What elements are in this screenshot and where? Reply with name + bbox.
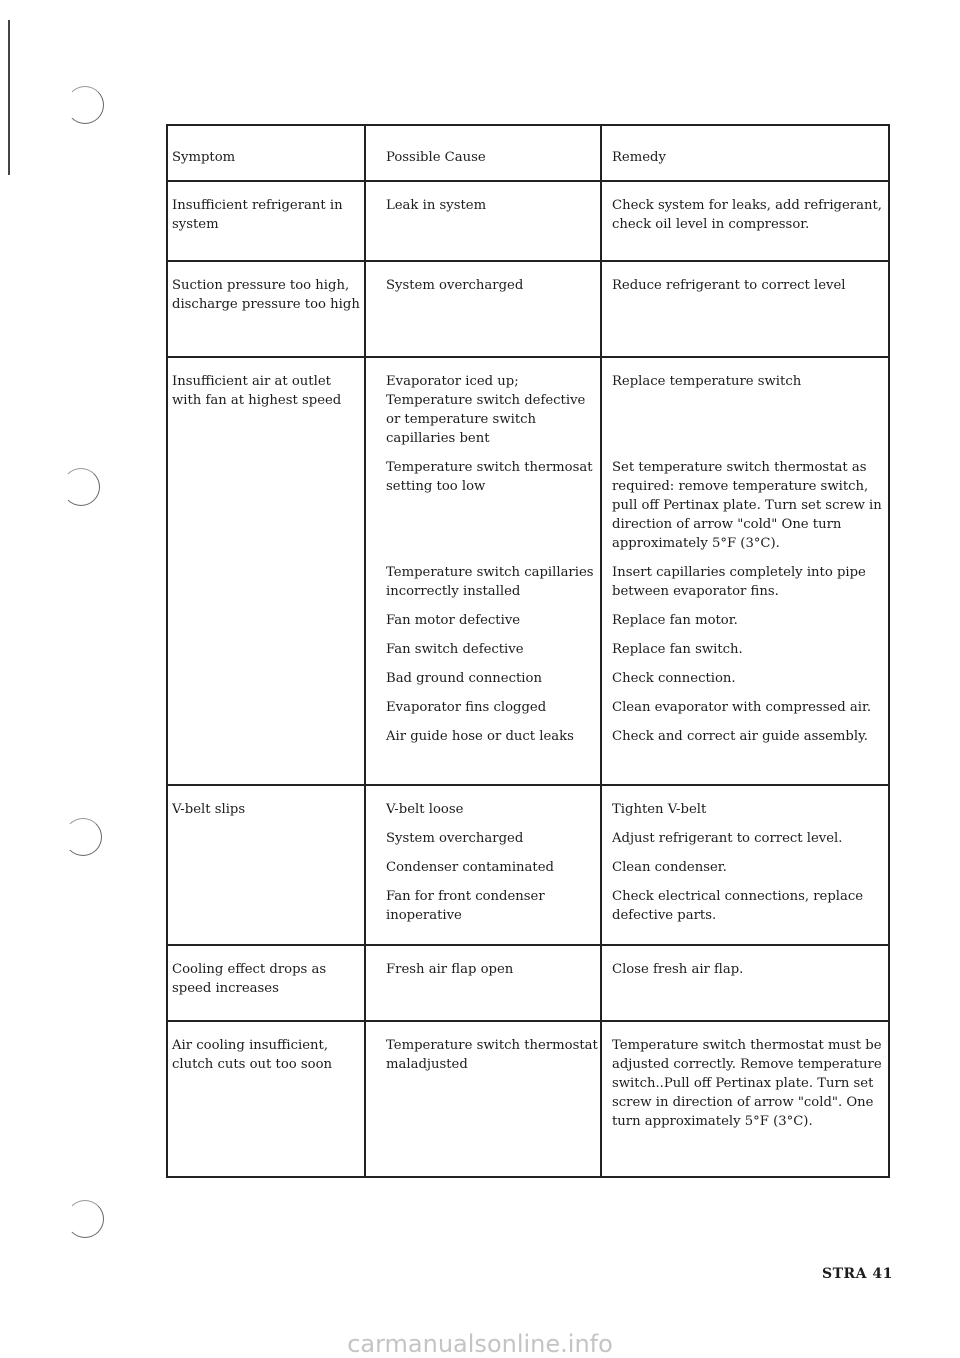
- remedy-entry: Clean condenser.: [612, 860, 727, 875]
- cause-entry: Temperature switch thermostat maladjusted: [386, 1038, 598, 1072]
- cause-cell: [366, 182, 600, 234]
- remedy-cell: [602, 182, 888, 234]
- remedy-entry: Check system for leaks, add refrigerant, check oil level in compressor.: [612, 198, 882, 232]
- cause-entry: System overcharged: [386, 278, 524, 293]
- table-row: [167, 785, 889, 945]
- cause-entry: Evaporator iced up; Temperature switch defective or temperature switch capillaries bent: [386, 374, 586, 446]
- symptom-cell: Cooling effect drops as speed increases: [172, 962, 327, 996]
- cause-cell: [366, 262, 600, 295]
- symptom-cell: V-belt slips: [172, 802, 246, 817]
- cause-entry: Temperature switch thermosat setting too low: [386, 460, 593, 494]
- cause-entry: Fan motor defective: [386, 613, 521, 628]
- cause-entry: Fresh air flap open: [386, 962, 514, 977]
- margin-line: [8, 20, 10, 175]
- table-header-row: [167, 125, 889, 181]
- remedy-entry: Insert capillaries completely into pipe between evaporator fins.: [612, 565, 866, 599]
- troubleshooting-table: [166, 124, 890, 1178]
- remedy-entry: Close fresh air flap.: [612, 962, 744, 977]
- cause-entry: Fan switch defective: [386, 642, 524, 657]
- cause-entry: System overcharged: [386, 831, 524, 846]
- header-possible-cause: Possible Cause: [386, 150, 486, 165]
- remedy-entry: Replace fan motor.: [612, 613, 738, 628]
- cause-entry: Evaporator fins clogged: [386, 700, 547, 715]
- cause-cell: [366, 1022, 600, 1131]
- cause-cell: [366, 358, 600, 746]
- cause-entry: Bad ground connection: [386, 671, 542, 686]
- punch-hole: [62, 468, 100, 506]
- remedy-cell: [602, 786, 888, 925]
- symptom-cell: Suction pressure too high, discharge pressure too high: [172, 278, 360, 312]
- cause-entry: Leak in system: [386, 198, 487, 213]
- cause-entry: Air guide hose or duct leaks: [386, 729, 574, 744]
- cause-entry: V-belt loose: [386, 802, 464, 817]
- remedy-cell: [602, 946, 888, 979]
- header-symptom: Symptom: [172, 150, 236, 165]
- remedy-entry: Replace temperature switch: [612, 374, 802, 389]
- cause-entry: Condenser contaminated: [386, 860, 554, 875]
- watermark: carmanualsonline.info: [347, 1330, 613, 1358]
- cause-entry: Fan for front condenser inoperative: [386, 889, 545, 923]
- page-code: STRA 41: [822, 1266, 893, 1282]
- remedy-entry: Tighten V-belt: [612, 802, 707, 817]
- remedy-entry: Check electrical connections, replace defective parts.: [612, 889, 864, 923]
- symptom-cell: Insufficient air at outlet with fan at highest speed: [172, 374, 342, 408]
- table-row: [167, 945, 889, 1021]
- header-remedy: Remedy: [612, 150, 666, 165]
- remedy-entry: Set temperature switch thermostat as required: remove temperature switch, pull off Pertinax plate. Turn set screw in direction of arrow "cold" One turn approximately 5°F (3°C).: [612, 460, 882, 551]
- table-row: [167, 357, 889, 785]
- symptom-cell: Air cooling insufficient, clutch cuts out too soon: [172, 1038, 333, 1072]
- remedy-cell: [602, 1022, 888, 1131]
- punch-hole: [64, 818, 102, 856]
- remedy-cell: [602, 262, 888, 295]
- table-row: [167, 181, 889, 261]
- punch-hole: [66, 1200, 104, 1238]
- remedy-entry: Adjust refrigerant to correct level.: [612, 831, 843, 846]
- symptom-cell: Insufficient refrigerant in system: [172, 198, 343, 232]
- remedy-entry: Check and correct air guide assembly.: [612, 729, 868, 744]
- punch-hole: [66, 86, 104, 124]
- table-row: [167, 261, 889, 357]
- remedy-cell: [602, 358, 888, 746]
- remedy-entry: Clean evaporator with compressed air.: [612, 700, 872, 715]
- table-row: [167, 1021, 889, 1177]
- cause-entry: Temperature switch capillaries incorrectly installed: [386, 565, 594, 599]
- cause-cell: [366, 946, 600, 979]
- cause-cell: [366, 786, 600, 925]
- remedy-entry: Temperature switch thermostat must be adjusted correctly. Remove temperature switch..Pull off Pertinax plate. Turn set screw in direction of arrow "cold". One turn approximately 5°F (3°C).: [612, 1038, 882, 1129]
- remedy-entry: Reduce refrigerant to correct level: [612, 278, 846, 293]
- remedy-entry: Replace fan switch.: [612, 642, 743, 657]
- remedy-entry: Check connection.: [612, 671, 736, 686]
